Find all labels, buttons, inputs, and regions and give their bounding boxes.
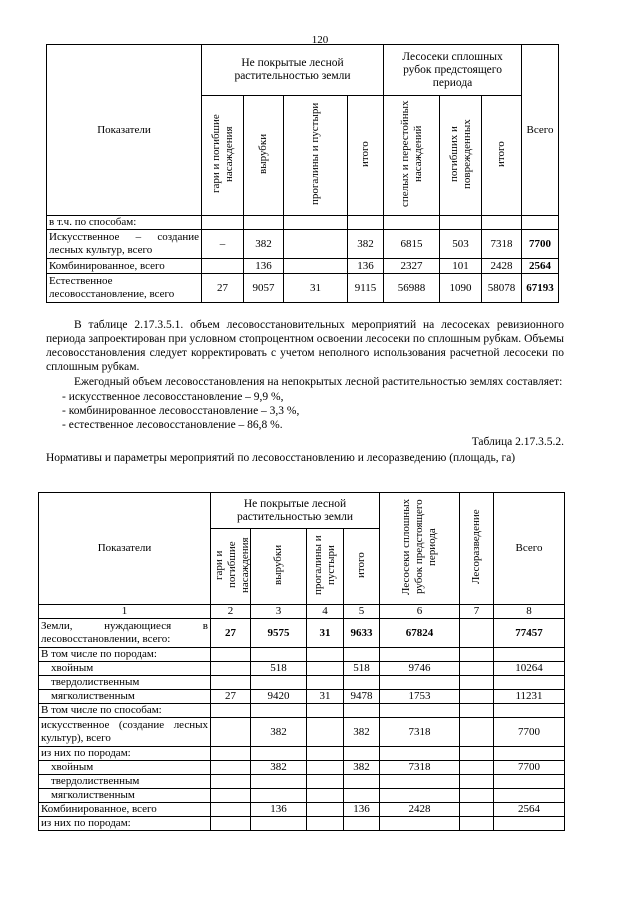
t1-header-label: Показатели <box>47 45 202 216</box>
cell: 6815 <box>384 230 440 259</box>
cell: 27 <box>211 690 251 704</box>
cell: 382 <box>344 761 380 775</box>
cell <box>460 662 494 676</box>
row-label: Земли, нуждающиеся в лесовосстановлении, всего: <box>39 619 211 648</box>
cell: 77457 <box>494 619 565 648</box>
row-label: Естественное лесовосстановление, всего <box>47 274 202 303</box>
t2-col-clearcut: Лесосеки сплошных рубок предстоящего периода <box>400 498 439 595</box>
cell <box>307 761 344 775</box>
row-label: В том числе по способам: <box>39 704 211 718</box>
cell: 9420 <box>251 690 307 704</box>
table-2 <box>38 492 565 831</box>
row-label: из них по породам: <box>39 817 211 831</box>
cell: 7318 <box>380 761 460 775</box>
cell: 31 <box>307 690 344 704</box>
t2-col-glades: прогалины и пустыри <box>312 534 337 595</box>
row-label: хвойным <box>39 761 211 775</box>
cell: 1090 <box>440 274 482 303</box>
row-label: из них по породам: <box>39 747 211 761</box>
table-1 <box>46 44 559 303</box>
cell: 382 <box>344 718 380 747</box>
table-row <box>47 259 559 274</box>
table-row <box>47 216 559 230</box>
text-block <box>46 318 564 465</box>
t2-col-burned: гари и погибшие насаждения <box>213 536 251 593</box>
table-row <box>39 648 565 662</box>
cell: 136 <box>348 259 384 274</box>
cell <box>460 619 494 648</box>
paragraph-1: В таблице 2.17.3.5.1. объем лесовосстановительных мероприятий на лесосеках ревизионного периода запроектирован при условном стопроцентном освоении лесосеки по сплошным рубкам. Объемы лесовосстановления следует корректировать с учетом неполного использования расчетной лесосеки по сплошным рубкам. <box>46 319 564 373</box>
cell: 27 <box>211 619 251 648</box>
row-label: мягколиственным <box>39 789 211 803</box>
t1-col-mature: спелых и перестойных насаждений <box>398 100 424 207</box>
cell: 56988 <box>384 274 440 303</box>
cell: 27 <box>202 274 244 303</box>
cell: 7700 <box>494 761 565 775</box>
cell: 101 <box>440 259 482 274</box>
cell <box>460 761 494 775</box>
cell: 136 <box>344 803 380 817</box>
cell: 11231 <box>494 690 565 704</box>
row-label: Комбинированное, всего <box>47 259 202 274</box>
cell: 136 <box>251 803 307 817</box>
table-row <box>39 718 565 747</box>
col-num: 3 <box>251 605 307 619</box>
table-number: Таблица 2.17.3.5.2. <box>471 436 564 448</box>
col-num: 4 <box>307 605 344 619</box>
cell: 9115 <box>348 274 384 303</box>
table-row <box>39 761 565 775</box>
cell: 503 <box>440 230 482 259</box>
cell: 2428 <box>482 259 522 274</box>
table-row <box>39 619 565 648</box>
cell <box>460 690 494 704</box>
cell: 67824 <box>380 619 460 648</box>
row-label: хвойным <box>39 662 211 676</box>
cell: 2327 <box>384 259 440 274</box>
cell <box>211 662 251 676</box>
table-row <box>47 230 559 259</box>
cell: 9575 <box>251 619 307 648</box>
table-row <box>47 274 559 303</box>
table-row <box>39 747 565 761</box>
table-row <box>39 704 565 718</box>
cell <box>460 718 494 747</box>
t1-col-cuts: вырубки <box>257 133 269 174</box>
cell: 2564 <box>522 259 559 274</box>
cell: 7700 <box>522 230 559 259</box>
cell: 9633 <box>344 619 380 648</box>
row-label: в т.ч. по способам: <box>47 216 202 230</box>
cell: 7318 <box>380 718 460 747</box>
t2-col-afforest: Лесоразведение <box>470 509 483 584</box>
table-row <box>39 817 565 831</box>
t2-header-label: Показатели <box>39 493 211 605</box>
cell <box>307 718 344 747</box>
table-row <box>39 690 565 704</box>
cell <box>284 259 348 274</box>
row-label: искусственное (создание лесных культур), всего <box>39 718 211 747</box>
t1-col-total2: итого <box>495 140 508 167</box>
row-label: твердолиственным <box>39 676 211 690</box>
cell: 382 <box>348 230 384 259</box>
t2-col-total: итого <box>355 551 367 578</box>
page-number: 120 <box>311 34 329 46</box>
t2-group-not-covered: Не покрытые лесной растительностью земли <box>211 493 380 529</box>
cell: – <box>202 230 244 259</box>
col-num: 6 <box>380 605 460 619</box>
t1-col-dead: погибших и поврежденных <box>447 118 473 189</box>
t1-group-not-covered: Не покрытые лесной растительностью земли <box>202 45 384 96</box>
cell: 9746 <box>380 662 460 676</box>
table-row <box>39 662 565 676</box>
cell <box>211 803 251 817</box>
bullet-natural: - естественное лесовосстановление – 86,8 %. <box>62 419 283 431</box>
cell: 9478 <box>344 690 380 704</box>
column-number-row <box>39 605 565 619</box>
bullet-artificial: - искусственное лесовосстановление – 9,9 %, <box>62 391 284 403</box>
cell: 7318 <box>482 230 522 259</box>
cell: 67193 <box>522 274 559 303</box>
t1-col-total: итого <box>359 140 371 167</box>
cell: 58078 <box>482 274 522 303</box>
t1-col-burned: гари и погибшие насаждения <box>209 114 235 193</box>
cell: 518 <box>251 662 307 676</box>
cell: 10264 <box>494 662 565 676</box>
paragraph-2: Ежегодный объем лесовосстановления на непокрытых лесной растительностью землях составляет: <box>74 376 563 388</box>
row-label: Искусственное – создание лесных культур, всего <box>47 230 202 259</box>
table-row <box>39 775 565 789</box>
cell <box>211 761 251 775</box>
t1-col-glades: прогалины и пустыри <box>309 102 321 205</box>
col-num: 8 <box>494 605 565 619</box>
row-label: мягколиственным <box>39 690 211 704</box>
cell: 382 <box>251 761 307 775</box>
cell: 382 <box>251 718 307 747</box>
t1-col-all: Всего <box>522 45 559 216</box>
cell <box>307 662 344 676</box>
bullet-combined: - комбинированное лесовосстановление – 3,3 %, <box>62 405 300 417</box>
cell <box>211 718 251 747</box>
cell: 382 <box>244 230 284 259</box>
t1-group-clearcut: Лесосеки сплошных рубок предстоящего периода <box>384 45 522 96</box>
cell: 136 <box>244 259 284 274</box>
cell: 31 <box>284 274 348 303</box>
col-num: 7 <box>460 605 494 619</box>
cell: 31 <box>307 619 344 648</box>
cell <box>202 259 244 274</box>
cell: 1753 <box>380 690 460 704</box>
cell: 2564 <box>494 803 565 817</box>
col-num: 2 <box>211 605 251 619</box>
row-label: твердолиственным <box>39 775 211 789</box>
cell: 2428 <box>380 803 460 817</box>
t2-col-cuts: вырубки <box>272 544 284 585</box>
table-title: Нормативы и параметры мероприятий по лесовосстановлению и лесоразведению (площадь, га) <box>46 452 516 464</box>
table-row <box>39 676 565 690</box>
cell: 518 <box>344 662 380 676</box>
col-num: 5 <box>344 605 380 619</box>
row-label: В том числе по породам: <box>39 648 211 662</box>
table-row <box>39 803 565 817</box>
table-row <box>39 789 565 803</box>
cell <box>284 230 348 259</box>
cell: 9057 <box>244 274 284 303</box>
cell: 7700 <box>494 718 565 747</box>
cell <box>460 803 494 817</box>
t2-col-all: Всего <box>494 493 565 605</box>
col-num: 1 <box>39 605 211 619</box>
row-label: Комбинированное, всего <box>39 803 211 817</box>
cell <box>307 803 344 817</box>
